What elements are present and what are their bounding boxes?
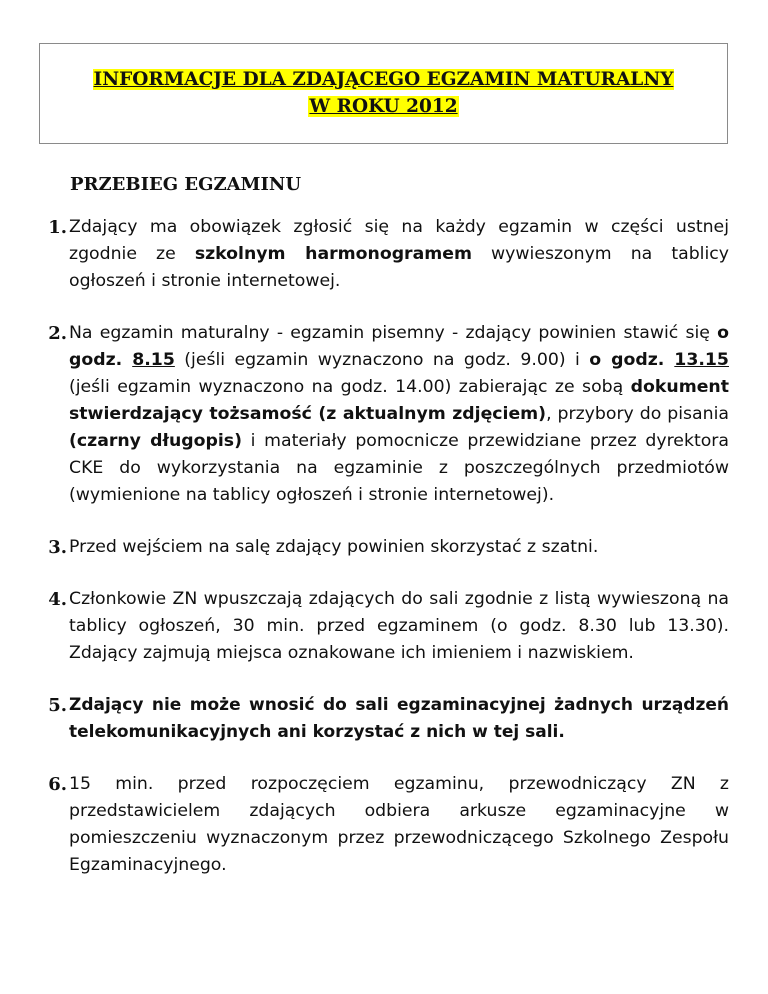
instruction-list	[19, 214, 729, 904]
list-item-5	[19, 692, 729, 746]
document-title-line-2: W ROKU 2012	[309, 96, 458, 117]
list-item-6	[19, 771, 729, 879]
title-box	[39, 43, 728, 144]
item-number: 4.	[48, 589, 67, 610]
item-number: 1.	[48, 217, 67, 238]
item-text: Zdający ma obowiązek zgłosić się na każdy egzamin w części ustnej zgodnie ze szkolnym harmonogramem wywieszonym na tablicy ogłoszeń i stronie internetowej.	[69, 217, 729, 291]
list-item-4	[19, 586, 729, 667]
item-text: Przed wejściem na salę zdający powinien skorzystać z szatni.	[69, 537, 599, 557]
list-item-3	[19, 534, 729, 561]
item-number: 2.	[48, 323, 67, 344]
item-text: Zdający nie może wnosić do sali egzaminacyjnej żadnych urządzeń telekomunikacyjnych ani korzystać z nich w tej sali.	[69, 695, 729, 742]
item-text: Członkowie ZN wpuszczają zdających do sali zgodnie z listą wywieszoną na tablicy ogłoszeń, 30 min. przed egzaminem (o godz. 8.30 lub 13.30). Zdający zajmują miejsca oznakowane ich imieniem i nazwiskiem.	[69, 589, 729, 663]
item-text: 15 min. przed rozpoczęciem egzaminu, przewodniczący ZN z przedstawicielem zdających odbiera arkusze egzaminacyjne w pomieszczeniu wyznaczonym przez przewodniczącego Szkolnego Zespołu Egzaminacyjnego.	[69, 774, 729, 875]
section-heading: PRZEBIEG EGZAMINU	[70, 174, 302, 195]
item-text: Na egzamin maturalny - egzamin pisemny - zdający powinien stawić się o godz. 8.15 (jeśli egzamin wyznaczono na godz. 9.00) i o godz. 13.15 (jeśli egzamin wyznaczono na godz. 14.00) zabierając ze sobą dokument stwierdzający tożsamość (z aktualnym zdjęciem), przybory do pisania (czarny długopis) i materiały pomocnicze przewidziane przez dyrektora CKE do wykorzystania na egzaminie z poszczególnych przedmiotów (wymienione na tablicy ogłoszeń i stronie internetowej).	[69, 323, 729, 505]
document-title-line-1: INFORMACJE DLA ZDAJĄCEGO EGZAMIN MATURALNY	[93, 69, 674, 90]
item-number: 6.	[48, 774, 67, 795]
item-number: 3.	[48, 537, 67, 558]
item-number: 5.	[48, 695, 67, 716]
list-item-1	[19, 214, 729, 295]
list-item-2	[19, 320, 729, 509]
